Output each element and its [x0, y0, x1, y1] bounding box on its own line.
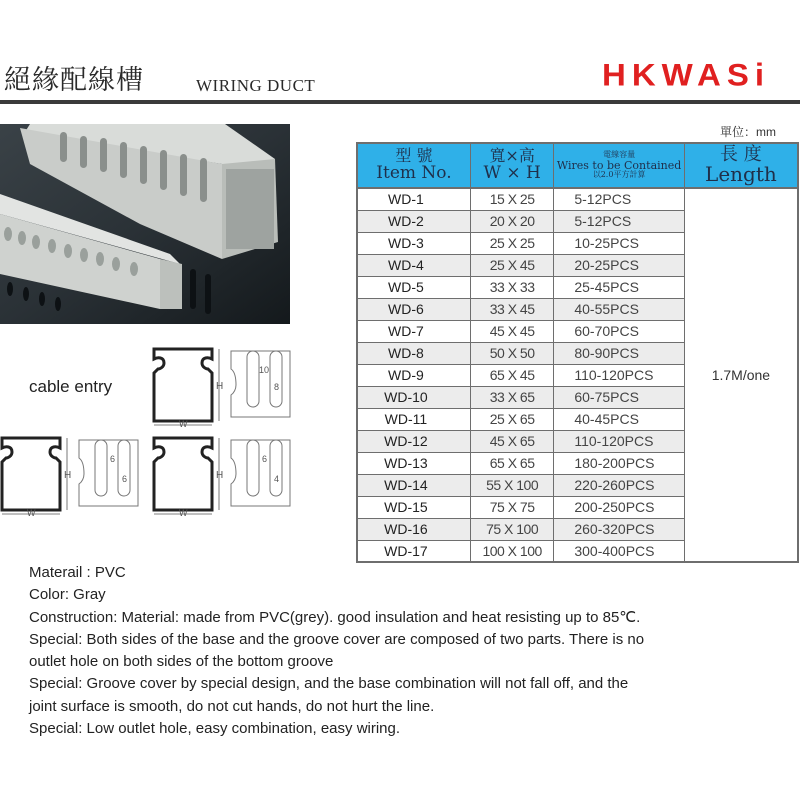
- table-row: WD-3 25 X 25 10-25PCS: [357, 232, 798, 254]
- table-row: WD-6 33 X 45 40-55PCS: [357, 298, 798, 320]
- product-description: [29, 562, 799, 740]
- header-wires: 電線容量 Wires to be Contained 以2.0平方計算: [554, 143, 684, 188]
- description-color: Color: Gray: [29, 586, 106, 604]
- header-size: 寬×高 W × H: [470, 143, 553, 188]
- svg-text:H: H: [216, 381, 224, 392]
- svg-text:H: H: [216, 470, 224, 481]
- description-material: Materail : PVC: [29, 564, 126, 581]
- svg-text:W: W: [179, 508, 188, 516]
- svg-text:W: W: [27, 508, 36, 516]
- brand-logo: HKWASi: [602, 56, 770, 93]
- unit-label: 單位：mm: [720, 125, 776, 139]
- page-title-chinese: 絕緣配線槽: [4, 65, 144, 96]
- wiring-duct-photo-icon: [0, 124, 290, 324]
- svg-text:W: W: [179, 419, 188, 427]
- table-row: WD-14 55 X 100 220-260PCS: [357, 474, 798, 496]
- description-special-2: Special: Groove cover by special design, and the base combination will not fall off, and the: [29, 675, 629, 693]
- duct-profile-diagram-1: [150, 345, 295, 427]
- duct-profile-diagram-3: [150, 434, 295, 516]
- table-row: WD-1 15 X 25 5-12PCS 1.7M/one: [357, 188, 798, 210]
- table-row: WD-9 65 X 45 110-120PCS: [357, 364, 798, 386]
- cable-entry-label: cable entry: [29, 377, 113, 396]
- svg-text:6: 6: [122, 474, 128, 484]
- table-row: WD-16 75 X 100 260-320PCS: [357, 518, 798, 540]
- duct-profile-diagram-2: [0, 434, 145, 516]
- table-row: WD-8 50 X 50 80-90PCS: [357, 342, 798, 364]
- header-item-no: 型 號 Item No.: [357, 143, 470, 188]
- spec-table: [356, 142, 799, 563]
- description-construction: Construction: Material: made from PVC(grey). good insulation and heat resisting up to 85℃.: [29, 608, 641, 626]
- table-row: WD-5 33 X 33 25-45PCS: [357, 276, 798, 298]
- table-row: WD-13 65 X 65 180-200PCS: [357, 452, 798, 474]
- description-special-2-cont: joint surface is smooth, do not cut hands, do not hurt the line.: [29, 697, 435, 715]
- description-special-1: Special: Both sides of the base and the groove cover are composed of two parts. There is no: [29, 630, 645, 648]
- table-row: WD-11 25 X 65 40-45PCS: [357, 408, 798, 430]
- svg-text:6: 6: [262, 454, 268, 464]
- table-row: WD-7 45 X 45 60-70PCS: [357, 320, 798, 342]
- table-row: WD-4 25 X 45 20-25PCS: [357, 254, 798, 276]
- table-row: WD-10 33 X 65 60-75PCS: [357, 386, 798, 408]
- header-length: 長 度 Length: [684, 143, 798, 188]
- svg-text:8: 8: [274, 382, 280, 392]
- table-row: WD-15 75 X 75 200-250PCS: [357, 496, 798, 518]
- table-header-row: [357, 143, 798, 188]
- length-value: 1.7M/one: [684, 188, 798, 562]
- svg-text:10: 10: [259, 365, 270, 375]
- svg-text:H: H: [64, 470, 72, 481]
- table-row: WD-12 45 X 65 110-120PCS: [357, 430, 798, 452]
- table-row: WD-17 100 X 100 300-400PCS: [357, 540, 798, 562]
- description-special-3: Special: Low outlet hole, easy combination, easy wiring.: [29, 720, 401, 738]
- header-divider: [0, 100, 800, 104]
- product-photo: [0, 124, 290, 324]
- page-title-english: WIRING DUCT: [196, 76, 316, 95]
- svg-text:6: 6: [110, 454, 116, 464]
- svg-text:4: 4: [274, 474, 280, 484]
- table-row: WD-2 20 X 20 5-12PCS: [357, 210, 798, 232]
- description-special-1-cont: outlet hole on both sides of the bottom groove: [29, 653, 334, 671]
